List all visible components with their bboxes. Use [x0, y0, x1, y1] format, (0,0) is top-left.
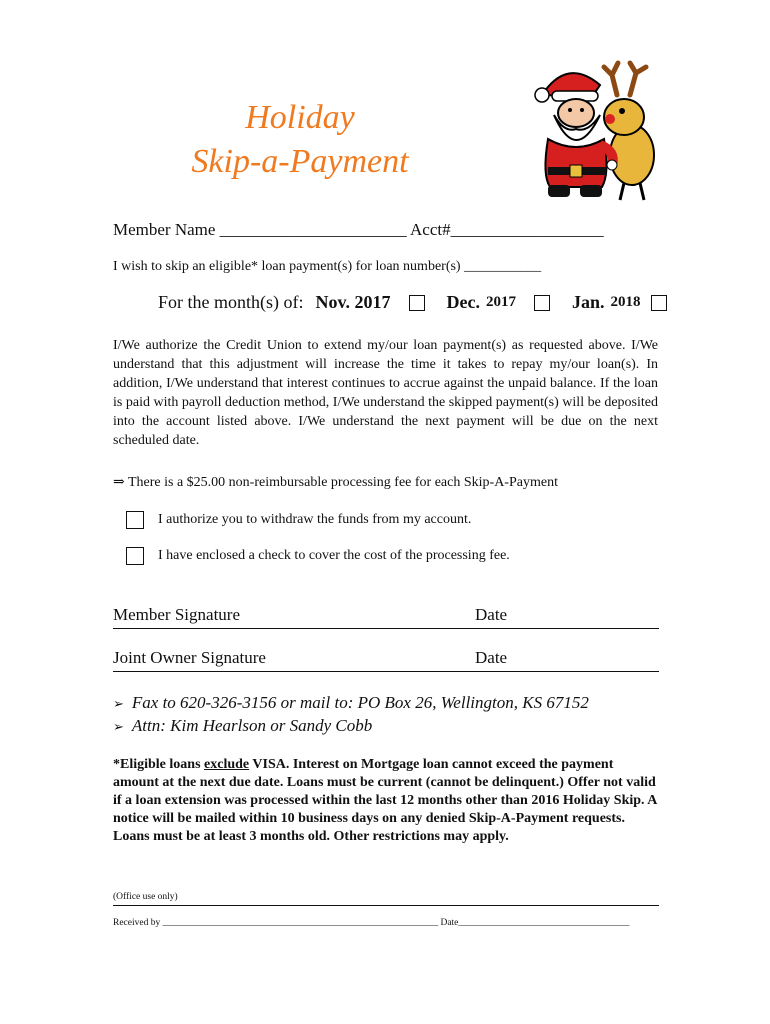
fee-option-withdraw-label: I authorize you to withdraw the funds from my account.: [158, 512, 472, 527]
month-option-dec-label: Dec.: [446, 292, 480, 312]
months-label: For the month(s) of:: [158, 292, 304, 312]
office-use-label: (Office use only): [113, 892, 659, 906]
arrow-right-icon: ⇒: [113, 475, 125, 490]
form-title: [140, 96, 460, 184]
title-line-2: Skip-a-Payment: [191, 143, 409, 180]
month-selection-row: [158, 292, 689, 313]
fee-option-check: [126, 547, 510, 565]
fee-option-withdraw-checkbox[interactable]: [126, 511, 144, 529]
santa-and-reindeer-icon: [512, 55, 662, 205]
eligibility-rest: VISA. Interest on Mortgage loan cannot exceed the payment amount at the next due date. Loans must be current (cannot be delinquent.) Offer not valid if a loan extension was processed within the last 12 months other than 2016 Holiday Skip. A notice will be mailed within 10 business days on any denied Skip-A-Payment requests. Loans must be at least 3 months old. Other restrictions may apply.: [113, 757, 657, 844]
fax-mail-item: [113, 692, 589, 715]
month-option-jan-year: 2018: [610, 294, 641, 310]
month-option-dec-year: 2017: [486, 294, 516, 310]
joint-owner-signature-line[interactable]: [113, 645, 659, 672]
month-option-nov-label: Nov. 2017: [315, 292, 391, 312]
month-option-dec-checkbox[interactable]: [534, 295, 550, 311]
authorization-paragraph: I/We authorize the Credit Union to extend my/our loan payment(s) as requested above. I/We understand that this adjustment will increase the time it takes to repay my/our loan(s). In addition, I/We understand that interest continues to accrue against the unpaid balance. If the loan is paid with payroll deduction method, I/We understand the skipped payment(s) will be deposited into the account listed above. I/We understand the next payment will be due on the next scheduled date.: [113, 338, 658, 448]
received-by-line[interactable]: Received by __________________________________________________________ Date____________________________________: [113, 918, 630, 928]
contact-info: [113, 692, 589, 738]
attn-text: Attn: Kim Hearlson or Sandy Cobb: [131, 716, 373, 735]
eligibility-exclude: exclude: [204, 757, 250, 772]
title-line-1: Holiday: [245, 99, 355, 136]
bullet-arrow-icon: ➢: [113, 696, 124, 711]
fee-notice-text: There is a $25.00 non-reimbursable processing fee for each Skip-A-Payment: [127, 475, 558, 490]
eligibility-prefix: *Eligible loans: [113, 757, 205, 772]
member-signature-label: Member Signature: [113, 605, 240, 624]
loan-number-line[interactable]: I wish to skip an eligible* loan payment(s) for loan number(s) ___________: [113, 259, 542, 274]
joint-owner-date-label: Date: [475, 648, 508, 667]
bullet-arrow-icon: ➢: [113, 719, 124, 734]
month-option-nov-checkbox[interactable]: [409, 295, 425, 311]
joint-owner-signature-label: Joint Owner Signature: [113, 648, 266, 667]
fax-mail-text: Fax to 620-326-3156 or mail to: PO Box 26, Wellington, KS 67152: [131, 693, 589, 712]
member-signature-line[interactable]: [113, 602, 659, 629]
fee-option-check-checkbox[interactable]: [126, 547, 144, 565]
fee-option-withdraw: [126, 511, 471, 529]
attn-item: [113, 715, 589, 738]
month-option-jan-checkbox[interactable]: [651, 295, 667, 311]
member-date-label: Date: [475, 605, 508, 624]
fee-option-check-label: I have enclosed a check to cover the cost of the processing fee.: [158, 548, 510, 563]
month-option-jan-label: Jan.: [572, 292, 605, 312]
eligibility-notes: [113, 756, 658, 846]
member-name-account-line[interactable]: Member Name ______________________ Acct#__________________: [113, 220, 604, 239]
fee-notice: [113, 474, 558, 491]
